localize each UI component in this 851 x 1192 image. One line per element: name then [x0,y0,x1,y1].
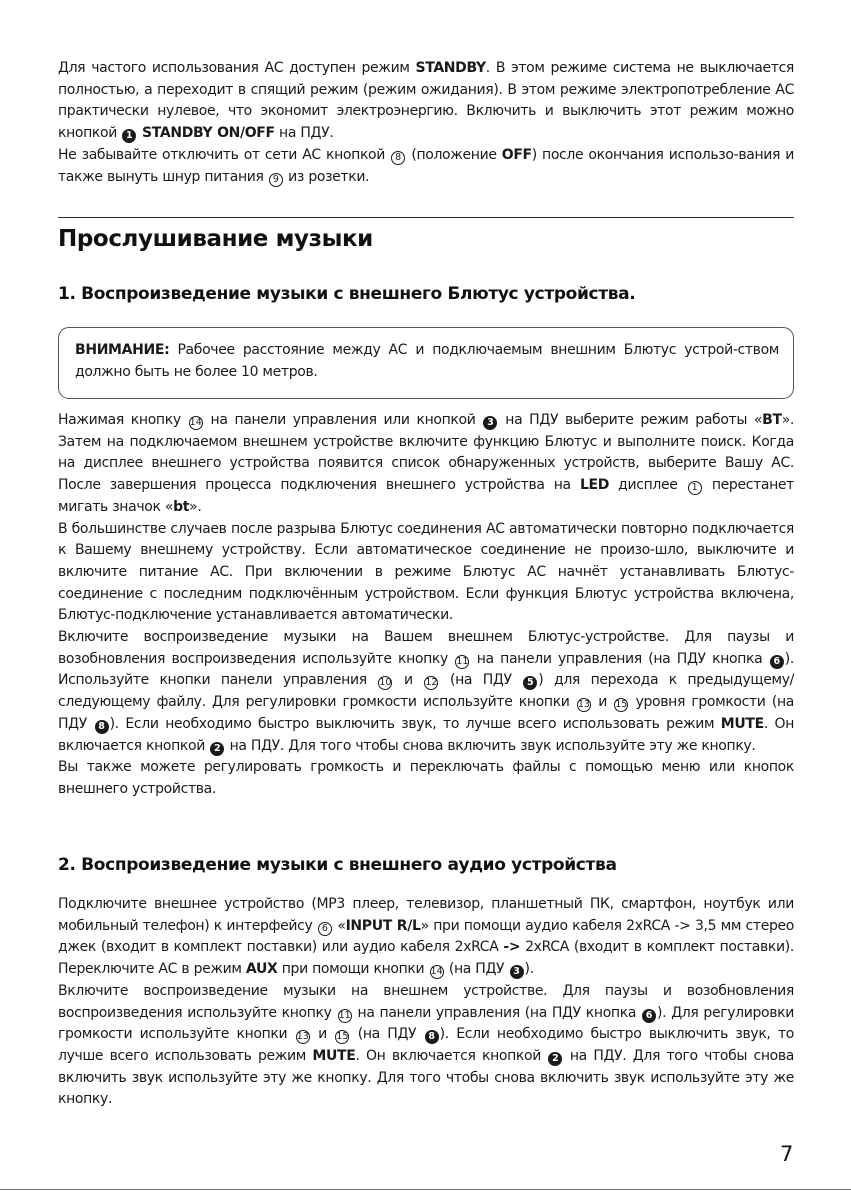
panel-control-9-marker: 9 [269,173,283,187]
subsection-2-body [58,894,794,1111]
panel-control-14-marker: 14 [430,966,443,978]
text: » при помощи аудио кабеля 2xRCA -> 3,5 мм стерео джек (входит в комплект поставки) или аудио кабеля 2xRCA [58,917,794,956]
panel-control-10-marker: 10 [379,677,392,689]
text: на ПДУ выберите режим работы « [498,412,763,428]
text: и [591,694,614,711]
panel-control-11-marker: 11 [456,655,469,667]
standby-term: STANDBY [415,60,486,76]
text: на ПДУ. Для того чтобы снова включить звук используйте эту же кнопку. [225,737,756,754]
text: на панели управления (на ПДУ кнопка [470,650,769,667]
panel-control-8-marker: 8 [391,151,405,165]
text: Включите воспроизведение музыки на внешнем устройстве. Для паузы и возобновления воспроизведения используйте кнопку [58,982,794,1021]
warning-note-box [58,327,794,399]
text: перестанет мигать значок « [58,477,794,515]
section-divider [58,217,794,218]
paragraph [58,627,794,757]
paragraph: Вы также можете регулировать громкость и переключать файлы с помощью меню или кнопок внешнего устройства. [58,759,794,797]
led-term: LED [579,477,610,494]
paragraph [58,410,794,519]
intro-text: . В этом режиме система не выключается полностью, а переходит в спящий режим (режим ожидания). В этом режиме электропотребление АС практически нулевое, что экономит электроэнергию. Включить и выключить этот режим можно кнопкой [58,60,794,142]
text: дисплее [609,477,687,494]
text: Подключите внешнее устройство (МР3 плеер, телевизор, планшетный ПК, смартфон, ноутбук или мобильный телефон) к интерфейсу [58,896,794,934]
intro-text: (положение [406,146,502,163]
intro-text: Для частого использования АС доступен режим [58,60,416,76]
text: ). [524,961,534,978]
panel-control-15-marker: 15 [336,1031,349,1043]
remote-button-8-marker: 8 [425,1030,439,1044]
subsection-1-body [58,410,794,801]
section-title: Прослушивание музыки [58,226,373,252]
input-rl-term: INPUT R/L [345,917,421,934]
remote-button-3-marker: 3 [510,965,524,979]
paragraph [58,981,794,1111]
warning-note-text [75,340,779,383]
panel-control-12-marker: 12 [425,677,438,689]
arrow-term: -> [503,939,521,956]
remote-button-6-marker: 6 [770,655,784,669]
text: ). Используйте кнопки панели управления [58,650,794,689]
warning-label: ВНИМАНИЕ: [75,342,170,358]
text: ). Если необходимо быстро выключить звук, то лучше всего использовать режим [58,1026,794,1064]
warning-text: Рабочее расстояние между АС и подключаемым внешним Блютус устрой-ством должно быть не более 10 метров. [75,342,779,380]
bottom-edge-line [0,1189,851,1190]
text: и [310,1026,335,1043]
intro-text: Не забывайте отключить от сети АС кнопкой [58,146,391,163]
remote-button-1-marker: 1 [122,129,136,143]
intro-paragraph [58,58,794,188]
panel-control-1-marker: 1 [688,481,702,495]
text: ). Для регулировки громкости используйте кнопки [58,1004,795,1043]
panel-control-15-marker: 15 [615,699,628,711]
paragraph [58,894,794,981]
standby-onoff-term: STANDBY ON/OFF [137,125,275,142]
remote-button-2-marker: 2 [210,742,224,756]
panel-control-6-marker: 6 [318,922,332,936]
remote-button-5-marker: 5 [523,676,537,690]
panel-control-13-marker: 13 [296,1031,309,1043]
off-term: OFF [501,146,532,163]
text: уровня громкости (на ПДУ [58,694,795,732]
panel-control-14-marker: 14 [189,417,202,428]
remote-button-3-marker: 3 [483,416,497,430]
paragraph: В большинстве случаев после разрыва Блютус соединения АС автоматически повторно подключается к Вашему внешнему устройству. Если автоматическое соединение не произо-шло, выключите и включите питание АС. При включении в режиме Блютус АС начнёт устанавливать Блютус-соединение с последним подключённым устройством. Если функция Блютус устройства включена, Блютус-подключение устанавливается автоматически. [58,520,794,624]
text: на панели управления (на ПДУ кнопка [352,1004,642,1021]
text: на ПДУ. Для того чтобы снова включить звук используйте эту же кнопку. Для того чтобы снова включить звук используйте эту же кнопку. [58,1047,795,1108]
text: (на ПДУ [350,1026,424,1043]
text: 2xRCA (входит в комплект поставки). Переключите АС в режим [58,939,794,978]
bt-term: BT [762,412,782,428]
text: ). Если необходимо быстро выключить звук, то лучше всего использовать режим [109,715,721,732]
mute-term: MUTE [720,715,764,732]
text: . Он включается кнопкой [58,715,794,754]
intro-text: ) после окончания использо-вания и также вынуть шнур питания [58,146,794,185]
text: (на ПДУ [439,672,523,689]
remote-button-6-marker: 6 [642,1009,656,1023]
text: при помощи кнопки [277,961,429,978]
subsection-2-title: 2. Воспроизведение музыки с внешнего аудио устройства [58,855,617,875]
panel-control-11-marker: 11 [338,1009,351,1021]
remote-button-2-marker: 2 [548,1052,562,1066]
remote-button-8-marker: 8 [95,720,109,734]
intro-text: из розетки. [283,168,370,185]
aux-term: AUX [245,961,278,978]
text: и [393,672,424,689]
text: на панели управления или кнопкой [203,412,483,428]
panel-control-13-marker: 13 [577,699,590,711]
text: ». [189,498,202,515]
page-number: 7 [780,1142,794,1166]
text: ». Затем на подключаемом внешнем устройстве включите функцию Блютус и выполните поиск. Когда на дисплее внешнего устройства появится список обнаруженных устройств, выберите Вашу АС. После завершения процесса подключения внешнего устройства на [58,412,795,494]
bt-icon-term: bt [173,498,190,515]
text: ) для перехода к предыдущему/следующему файлу. Для регулировки громкости используйте кнопки [58,672,795,711]
intro-text: на ПДУ. [274,125,334,142]
subsection-1-title: 1. Воспроизведение музыки с внешнего Блютус устройства. [58,284,636,304]
text: « [332,917,346,934]
text: . Он включается кнопкой [355,1047,548,1064]
text: (на ПДУ [444,961,509,978]
text: Нажимая кнопку [58,412,188,428]
text: Включите воспроизведение музыки на Вашем внешнем Блютус-устройстве. Для паузы и возобновления воспроизведения используйте кнопку [58,629,794,667]
mute-term: MUTE [312,1047,356,1064]
